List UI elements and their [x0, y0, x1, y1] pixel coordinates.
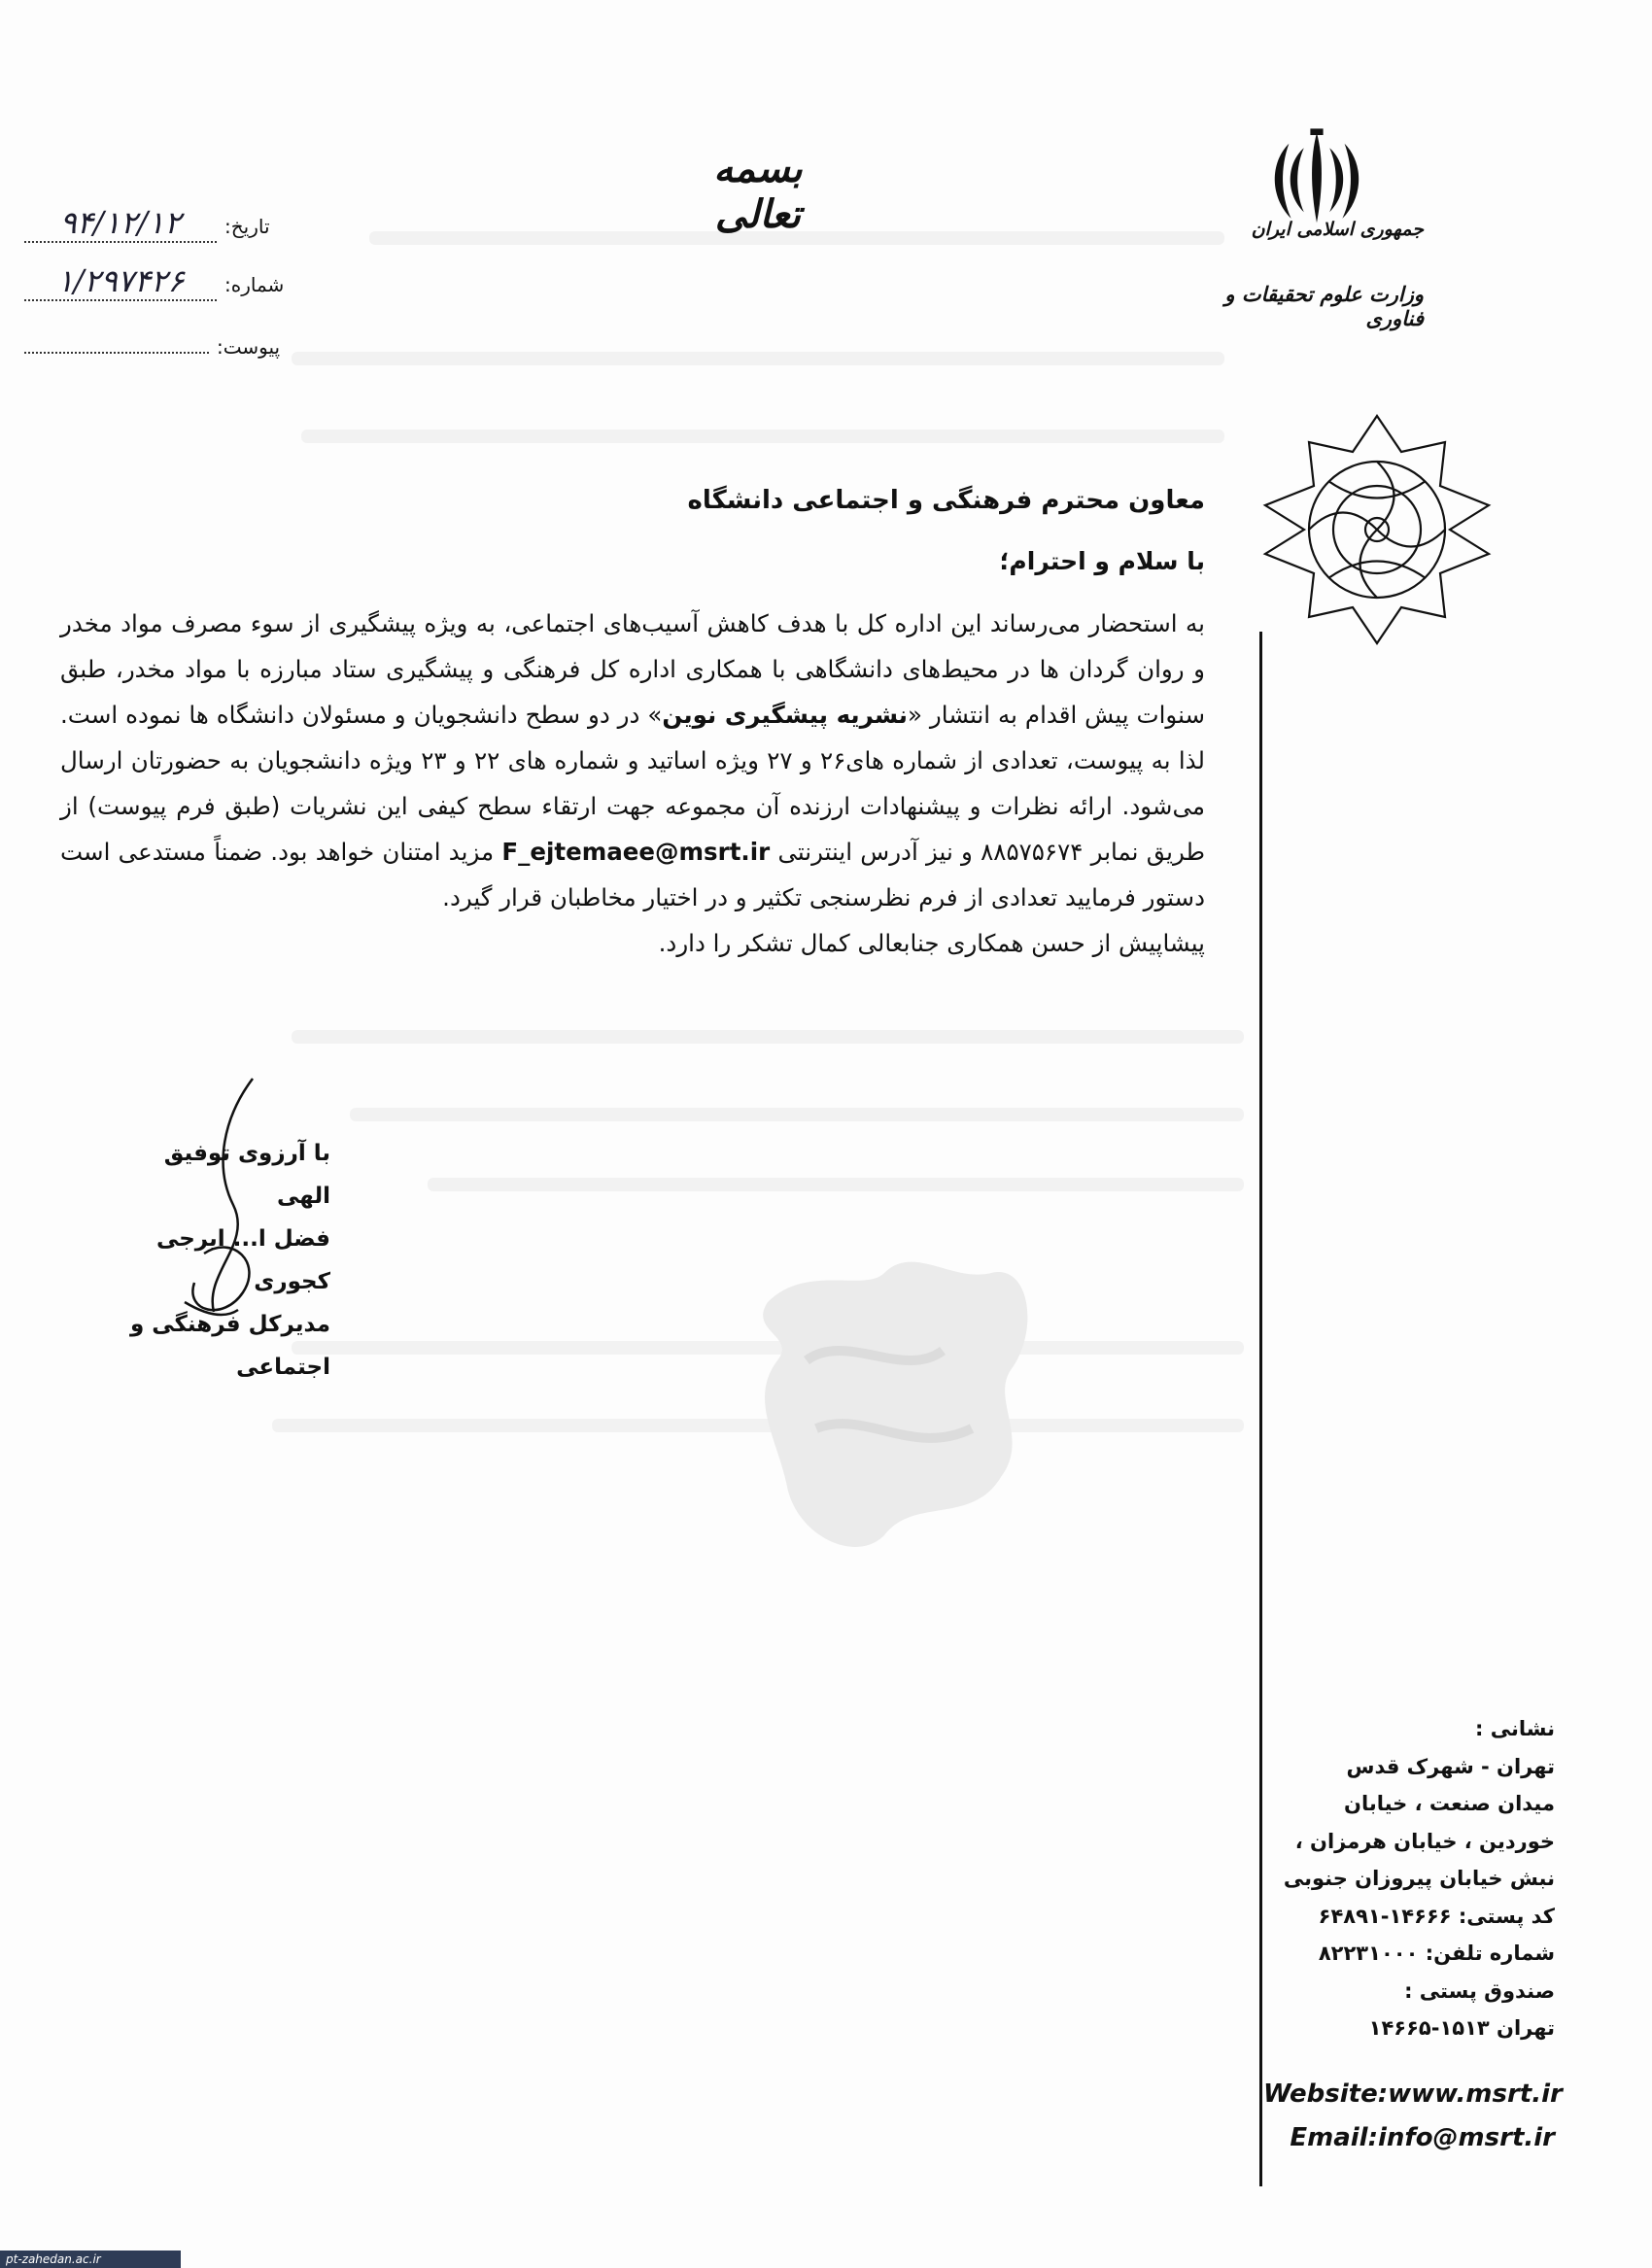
date-value: ۹۴/۱۲/۱۲	[24, 204, 217, 243]
phone-number: شماره تلفن: ۸۲۲۳۱۰۰۰	[1318, 1942, 1555, 1965]
website-link[interactable]: Website:www.msrt.ir	[1263, 2079, 1563, 2109]
address-block	[1283, 1710, 1555, 2047]
email-link[interactable]: Email:info@msrt.ir	[1290, 2123, 1555, 2152]
attachment-label: پیوست:	[217, 335, 281, 359]
republic-title: جمهوری اسلامی ایران	[1251, 219, 1424, 240]
address-line: تهران - شهرک قدس	[1346, 1754, 1555, 1778]
address-line: نبش خیابان پیروزان جنوبی	[1283, 1867, 1555, 1890]
pobox-value: تهران ۱۵۱۳-۱۴۶۶۵	[1368, 2016, 1555, 2040]
main-paragraph	[60, 601, 1205, 920]
signature-block	[117, 1132, 330, 1389]
address-line: خوردین ، خیابان هرمزان ،	[1294, 1829, 1555, 1853]
address-line: میدان صنعت ، خیابان	[1344, 1792, 1555, 1815]
ministry-title: وزارت علوم تحقیقات و فناوری	[1224, 282, 1424, 330]
attachment-row	[24, 328, 280, 359]
contact-email-link[interactable]: F_ejtemaee@msrt.ir	[501, 838, 771, 866]
publication-name: نشریه پیشگیری نوین	[662, 701, 908, 729]
signatory-title: مدیرکل فرهنگی و اجتماعی	[129, 1312, 330, 1380]
bleed-through-line	[292, 1030, 1244, 1044]
bleed-through-line	[301, 430, 1224, 443]
paragraph-text: به استحضار می‌رساند این اداره کل با هدف کاهش آسیب‌های اجتماعی، به ویژه پیشگیری از سوء مصرف مواد مخدر و روان گردان ها در محیط‌های دانشگاهی با همکاری اداره کل فرهنگی و پیشگیری ستاد مبارزه با مواد مخدر، طبق سنوات پیش اقدام به انتشار «	[60, 609, 1206, 729]
source-watermark-tag: pt-zahedan.ac.ir	[0, 2251, 181, 2268]
islamic-ornament-icon	[1256, 408, 1498, 651]
bleed-through-line	[292, 352, 1224, 365]
paragraph-text: » در دو سطح دانشجویان و مسئولان دانشگاه ها نموده است. لذا به پیوست، تعدادی از شماره های۲۶ و ۲۷ ویژه اساتید و شماره های ۲۲ و ۲۳ ویژه دانشجویان به حضورتان ارسال می‌شود. ارائه نظرات و پیشنهادات ارزنده آن مجموعه جهت ارتقاء سطح کیفی این نشریات (طبق فرم پیوست) از طریق نمابر ۸۸۵۷۵۶۷۴ و نیز آدرس اینترنتی	[60, 701, 1205, 866]
letter-body	[60, 486, 1205, 966]
closing-line: پیشاپیش از حسن همکاری جنابعالی کمال تشکر را دارد.	[658, 929, 1205, 957]
recipient: معاون محترم فرهنگی و اجتماعی دانشگاه	[687, 486, 1205, 515]
faded-stamp	[748, 1244, 1050, 1574]
number-value: ۱/۲۹۷۴۲۶	[24, 262, 217, 301]
date-label: تاریخ:	[224, 215, 270, 238]
signature-wish: با آرزوی توفیق الهی	[163, 1141, 330, 1209]
basmala: بسمه تعالی	[713, 146, 803, 237]
postal-code: کد پستی: ۱۴۶۶۶-۶۴۸۹۱	[1318, 1904, 1555, 1928]
pobox-label: صندوق پستی :	[1404, 1978, 1555, 2003]
date-row	[24, 204, 270, 243]
number-row	[24, 262, 284, 301]
bleed-through-line	[350, 1108, 1244, 1121]
attachment-blank	[24, 328, 209, 354]
web-contacts	[1263, 2073, 1563, 2160]
address-label: نشانی :	[1475, 1717, 1555, 1740]
signatory-name: فضل ا... ایرجی کجوری	[155, 1226, 330, 1294]
greeting: با سلام و احترام؛	[999, 547, 1205, 575]
number-label: شماره:	[224, 273, 285, 296]
margin-divider	[1259, 632, 1262, 2186]
iran-emblem-icon	[1263, 124, 1370, 231]
paragraph-text: مزید امتنان خواهد بود. ضمناً مستدعی است دستور فرمایید تعدادی از فرم نظرسنجی تکثیر و در اختیار مخاطبان قرار گیرد.	[60, 838, 1205, 911]
bleed-through-line	[428, 1178, 1244, 1191]
